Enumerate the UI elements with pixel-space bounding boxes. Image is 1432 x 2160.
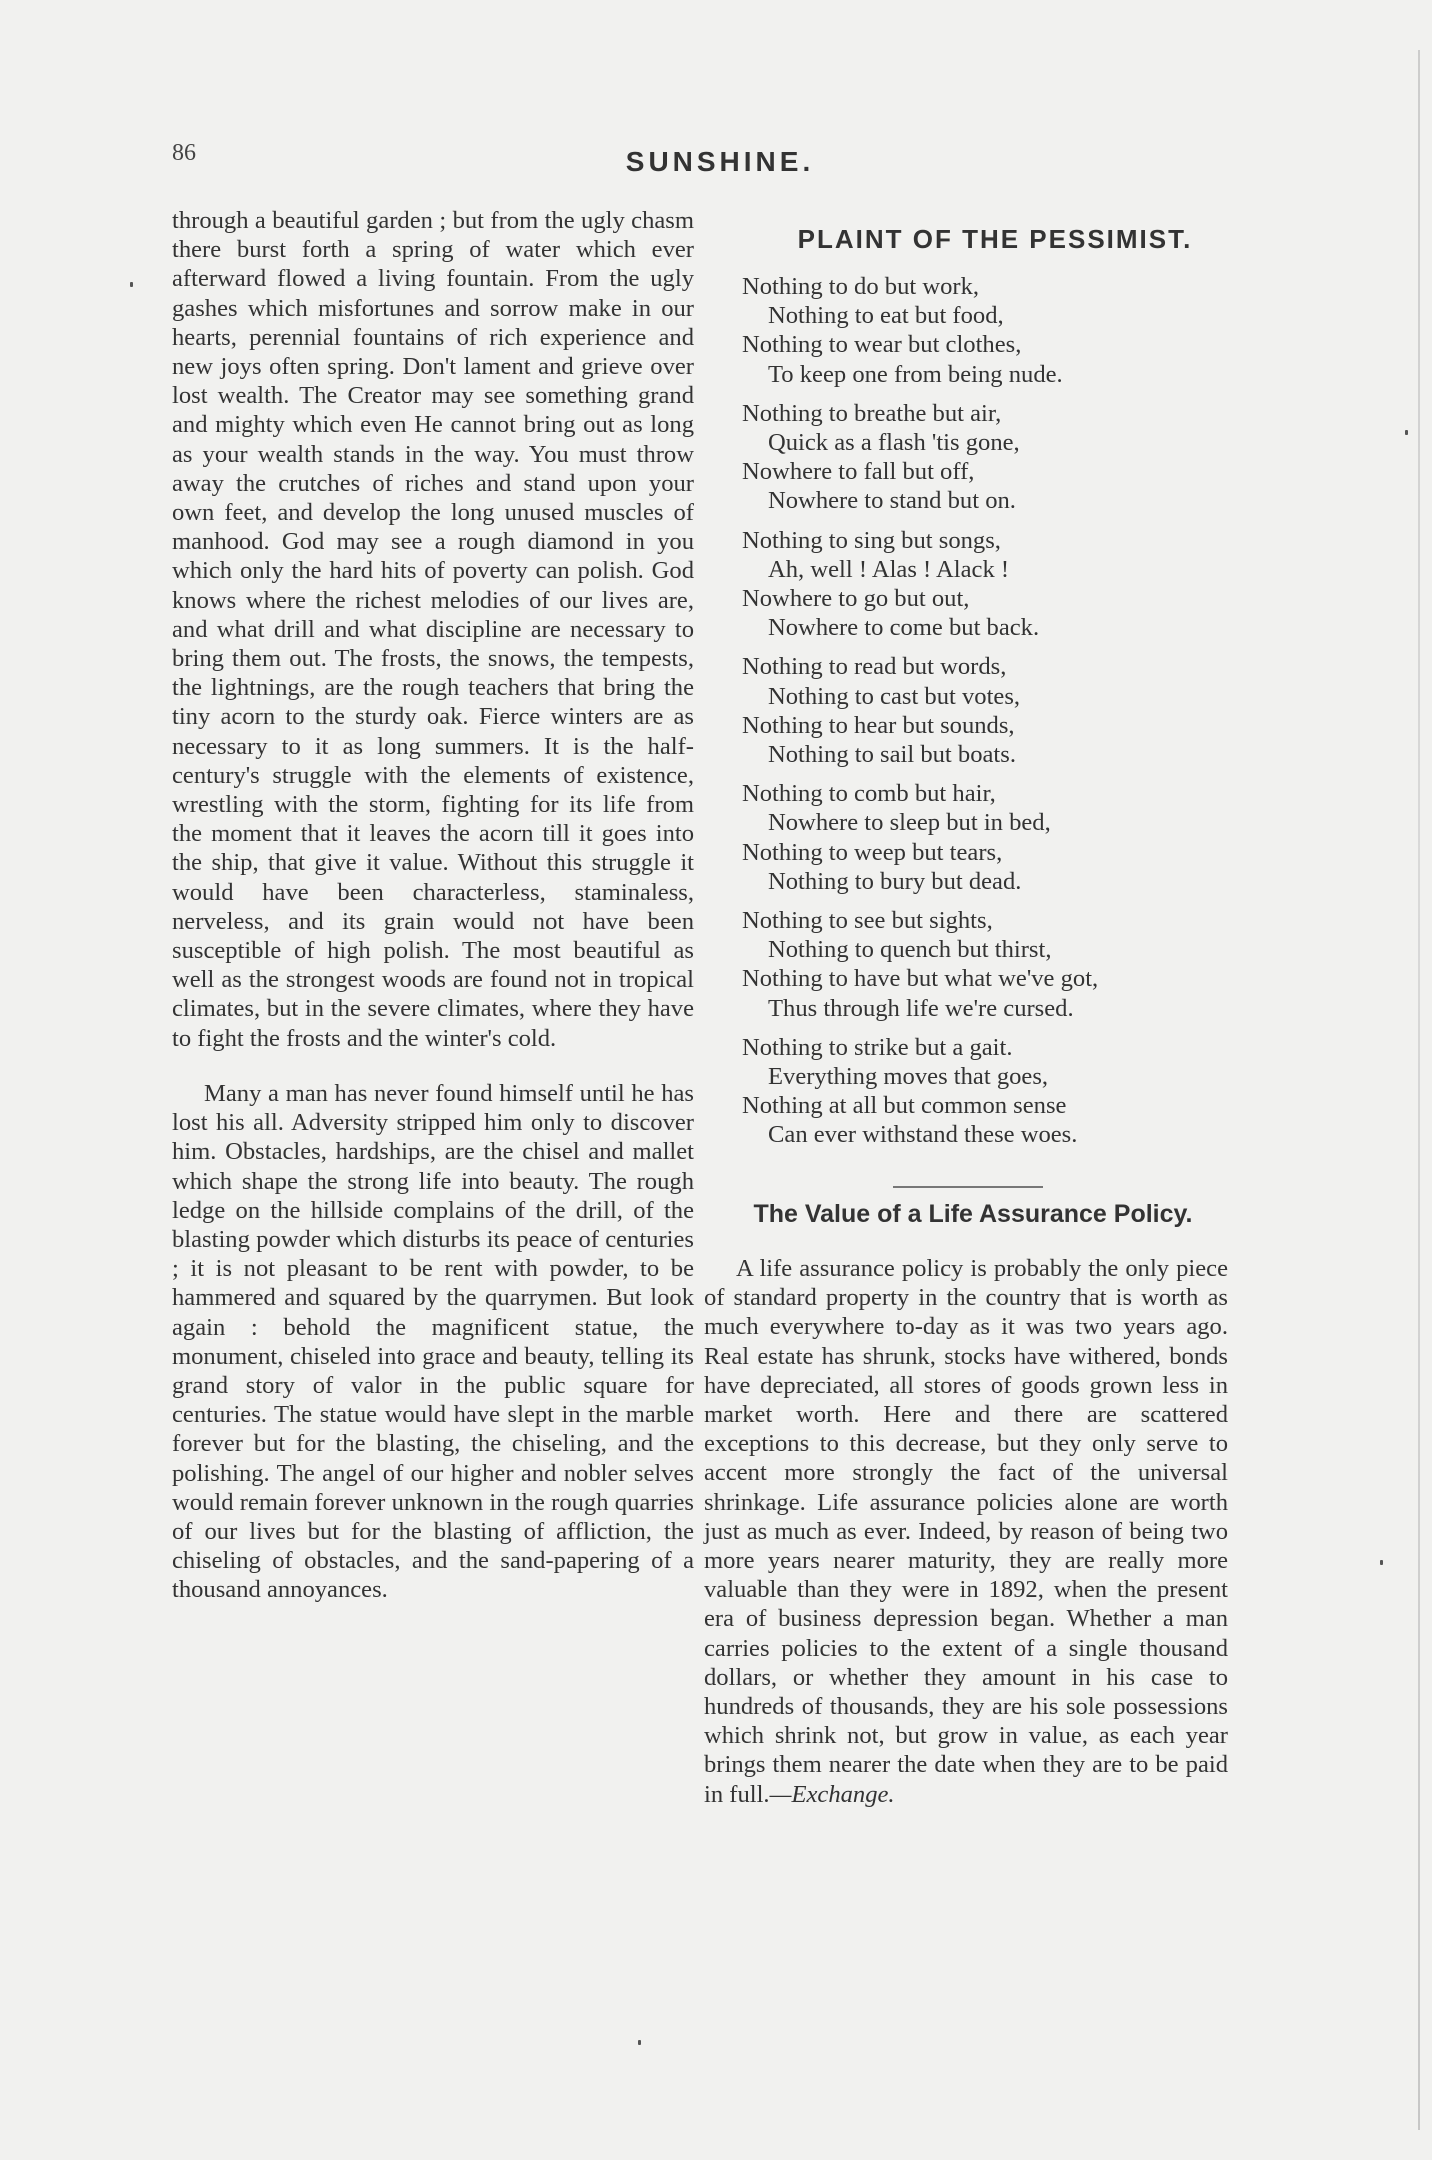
article-source: —Exchange. — [769, 1780, 895, 1808]
scan-speck — [130, 282, 133, 287]
poem-line: Nowhere to sleep but in bed, — [768, 809, 1051, 837]
article-title: The Value of a Life Assurance Policy. — [753, 1200, 1193, 1228]
article-body — [704, 1254, 1228, 1809]
left-paragraph-2: Many a man has never found himself until he has lost his all. Adversity stripped him only to discover him. Obstacles, hardships, are the chisel and mallet which shape the strong life into beauty. The rough ledge on the hillside complains of the drill, of the blasting powder which disturbs its peace of centuries ; it is not pleasant to be rent with powder, to be hammered and squared by the quarrymen. But look again : behold the magnificent statue, the monument, chiseled into grace and beauty, telling its grand story of valor in the public square for centuries. The statue would have slept in the marble forever but for the blasting, the chiseling, and the polishing. The angel of our higher and nobler selves would remain forever unknown in the rough quarries of our lives but for the blasting of affliction, the chiseling of obstacles, and the sand-papering of a thousand annoyances. — [172, 1079, 694, 1604]
poem-stanza — [742, 399, 1222, 516]
poem-stanza — [742, 272, 1222, 389]
poem-line: To keep one from being nude. — [768, 360, 1063, 388]
poem-line: Everything moves that goes, — [768, 1063, 1049, 1091]
scan-speck — [1405, 430, 1408, 435]
poem-line: Nowhere to go but out, — [742, 585, 970, 613]
poem-stanza — [742, 652, 1222, 769]
poem-line: Nothing to eat but food, — [768, 302, 1004, 330]
poem-stanza — [742, 1033, 1222, 1150]
section-divider — [893, 1186, 1043, 1188]
poem-line: Nothing to do but work, — [742, 273, 980, 300]
poem-line: Nowhere to come but back. — [768, 614, 1040, 642]
poem-line: Nothing to strike but a gait. — [742, 1033, 1013, 1061]
poem-line: Nothing to bury but dead. — [768, 867, 1022, 895]
poem-line: Thus through life we're cursed. — [768, 994, 1074, 1022]
poem-line: Nothing to hear but sounds, — [742, 711, 1015, 739]
left-column — [172, 206, 694, 1605]
poem-stanza — [742, 906, 1222, 1023]
poem-line: Nothing to quench but thirst, — [768, 936, 1052, 964]
poem-line: Nothing at all but common sense — [742, 1092, 1067, 1120]
poem-line: Ah, well ! Alas ! Alack ! — [768, 555, 1010, 583]
poem-line: Nothing to sail but boats. — [768, 741, 1016, 769]
article-text: A life assurance policy is probably the only piece of standard property in the country that is worth as much everywhere to-day as it was two years ago. Real estate has shrunk, stocks have withered, bonds have depreciated, all stores of goods grown less in market worth. Here and there are scattered exceptions to this decrease, but they only serve to accent more strongly the fact of the universal shrinkage. Life assurance policies alone are worth just as much as ever. Indeed, by reason of being two more years nearer maturity, they are really more valuable than they were in 1892, when the present era of business depression began. Whether a man carries policies to the extent of a single thousand dollars, or whether they amount in his case to hundreds of thousands, they are his sole possessions which shrink not, but grow in value, as each year brings them nearer the date when they are to be paid in full. — [704, 1255, 1228, 1808]
poem-stanza — [742, 779, 1222, 896]
poem-stanza — [742, 526, 1222, 643]
scan-speck — [638, 2040, 641, 2045]
poem-line: Nothing to weep but tears, — [742, 838, 1003, 866]
poem-line: Nothing to have but what we've got, — [742, 965, 1099, 993]
poem-line: Nothing to comb but hair, — [742, 780, 996, 808]
page-number: 86 — [172, 140, 196, 166]
left-paragraph-1: through a beautiful garden ; but from the ugly chasm there burst forth a spring of water which ever afterward flowed a living fountain. From the ugly gashes which misfortunes and sorrow make in our hearts, perennial fountains of rich experience and new joys often spring. Don't lament and grieve over lost wealth. The Creator may see something grand and mighty which even He cannot bring out as long as your wealth stands in the way. You must throw away the crutches of riches and stand upon your own feet, and develop the long unused muscles of manhood. God may see a rough diamond in you which only the hard hits of poverty can polish. God knows where the richest melodies of our lives are, and what drill and what discipline are necessary to bring them out. The frosts, the snows, the tempests, the lightnings, are the rough teachers that bring the tiny acorn to the sturdy oak. Fierce winters are as necessary to it as long summers. It is the half-century's struggle with the elements of existence, wrestling with the storm, fighting for its life from the moment that it leaves the acorn till it goes into the ship, that give it value. Without this struggle it would have been characterless, staminaless, nerveless, and its grain would not have been susceptible of high polish. The most beautiful as well as the strongest woods are found not in tropical climates, but in the severe climates, where they have to fight the frosts and the winter's cold. — [172, 207, 694, 1052]
poem-line: Nothing to wear but clothes, — [742, 331, 1022, 359]
poem-line: Nothing to cast but votes, — [768, 682, 1021, 710]
poem-line: Nothing to sing but songs, — [742, 526, 1001, 554]
poem-line: Can ever withstand these woes. — [768, 1121, 1078, 1149]
poem-body — [742, 272, 1222, 1160]
poem-line: Nowhere to stand but on. — [768, 487, 1016, 515]
poem-line: Nothing to see but sights, — [742, 907, 993, 935]
poem-line: Nothing to read but words, — [742, 653, 1007, 681]
scan-speck — [1380, 1560, 1383, 1565]
running-head-title: SUNSHINE. — [625, 146, 815, 177]
poem-line: Quick as a flash 'tis gone, — [768, 429, 1020, 457]
poem-line: Nowhere to fall but off, — [742, 458, 975, 486]
poem-title: PLAINT OF THE PESSIMIST. — [797, 224, 1193, 254]
page-edge-line — [1418, 50, 1420, 2130]
poem-line: Nothing to breathe but air, — [742, 399, 1002, 427]
